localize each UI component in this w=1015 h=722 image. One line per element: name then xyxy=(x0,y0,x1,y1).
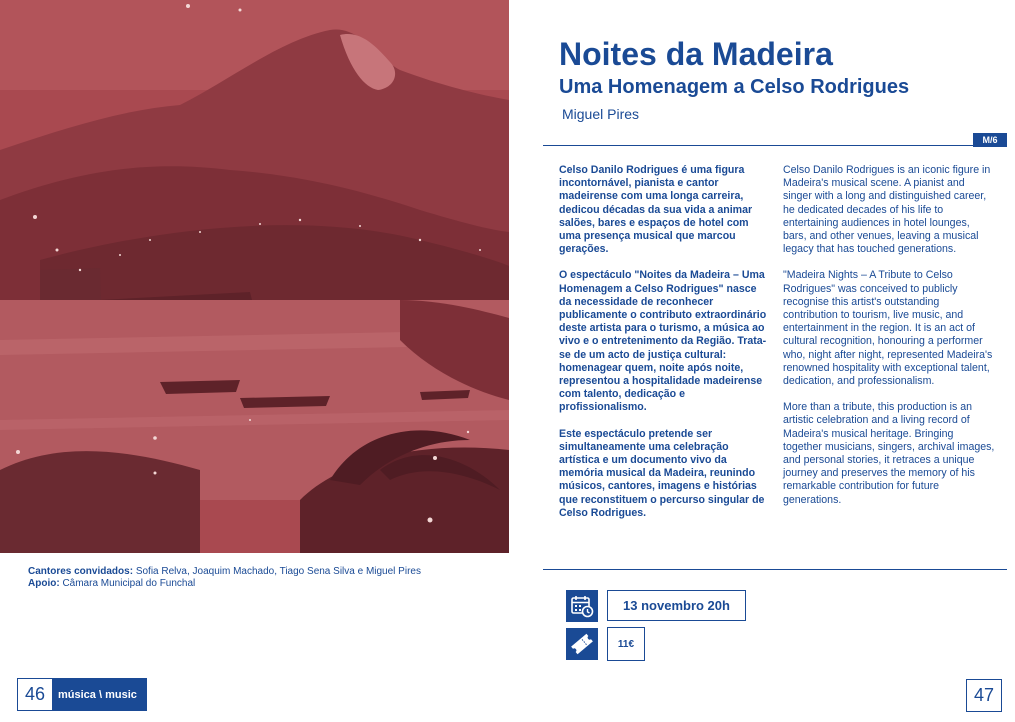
guests-label: Cantores convidados: xyxy=(28,566,134,577)
event-date: 13 novembro 20h xyxy=(607,590,746,621)
event-author: Miguel Pires xyxy=(562,106,640,122)
paragraph: O espectáculo "Noites da Madeira – Uma Homenagem a Celso Rodrigues" nasce da necessidade de reconhecer publicamente o contributo extraordinário deste artista para o turismo, a música ao vivo e o entretenimento da Região. Trata-se de um acto de justiça cultural: homenagear quem, noite após noite, representou a hospitalidade madeirense com talento, dedicação e profissionalismo. xyxy=(559,269,767,414)
support-label: Apoio: xyxy=(28,577,60,589)
paragraph: Celso Danilo Rodrigues is an iconic figure in Madeira's musical scene. A pianist and singer with a long and distinguished career, he dedicated decades of his life to entertaining audiences in hotel lounges, bars, and other venues, leaving a musical legacy that has touched generations. xyxy=(783,164,991,256)
credits xyxy=(28,566,498,589)
madeira-night-bay-photo xyxy=(0,0,509,553)
text-column-english xyxy=(783,164,995,520)
divider xyxy=(543,569,1007,570)
paragraph: Este espectáculo pretende ser simultaneamente uma celebração artística e um documento vivo da memória musical da Madeira, reunindo músicos, cantores, imagens e histórias que reconstituem o percurso singular de Celso Rodrigues. xyxy=(559,427,765,519)
event-subtitle: Uma Homenagem a Celso Rodrigues xyxy=(559,76,910,98)
support-value: Câmara Municipal do Funchal xyxy=(62,577,196,589)
paragraph: More than a tribute, this production is an artistic celebration and a living record of Madeira's musical heritage. Bringing together musicians, singers, archival images, and personal stories, it retraces a unique journey and preserves the memory of his remarkable contribution for future generations. xyxy=(783,401,995,506)
guests-value: Sofia Relva, Joaquim Machado, Tiago Sena Silva e Miguel Pires xyxy=(135,566,421,577)
age-rating-badge: M/6 xyxy=(973,133,1007,147)
left-page-number: 46 xyxy=(17,678,52,711)
support-line xyxy=(28,578,498,590)
text-column-portuguese xyxy=(559,164,769,533)
calendar-clock-icon xyxy=(566,590,598,622)
right-page-number: 47 xyxy=(966,679,1002,712)
ticket-price: 11€ xyxy=(607,627,645,661)
section-label: música \ music xyxy=(52,678,147,711)
paragraph: "Madeira Nights – A Tribute to Celso Rodrigues" was conceived to publicly recognise this artist's outstanding contribution to tourism, live music, and entertainment in the region. It is an act of cultural recognition, honouring a performer who, night after night, represented Madeira's renowned hospitality with exceptional talent, dedication, and professionalism. xyxy=(783,269,993,388)
paragraph: Celso Danilo Rodrigues é uma figura incontornável, pianista e cantor madeirense com uma longa carreira, dedicou décadas da sua vida a animar salões, bares e espaços de hotel com uma presença musical que marcou gerações. xyxy=(559,164,753,256)
ticket-icon xyxy=(566,628,598,660)
divider xyxy=(543,145,1007,146)
guests-line xyxy=(28,566,498,578)
left-page-footer xyxy=(17,678,147,711)
event-title: Noites da Madeira xyxy=(559,36,833,72)
